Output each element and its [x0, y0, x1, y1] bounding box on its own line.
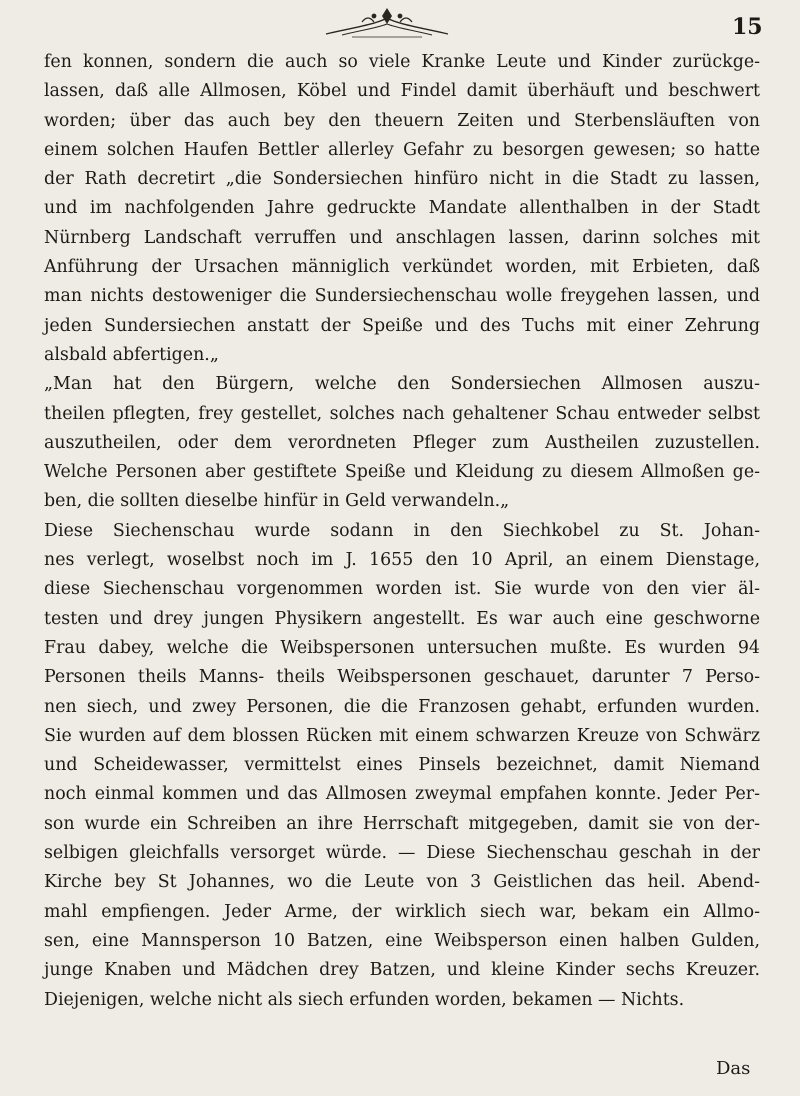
text-line: man nichts destoweniger die Sundersiechenschau wolle freygehen lassen, und: [44, 286, 760, 307]
text-line: Personen theils Manns- theils Weibspersonen geschauet, darunter 7 Perso-: [44, 667, 760, 688]
text-line: ben, die sollten dieselbe hinfür in Geld verwandeln.„: [44, 491, 510, 512]
text-line: jeden Sundersiechen anstatt der Speiße und des Tuchs mit einer Zehrung: [44, 315, 760, 336]
text-line: diese Siechenschau vorgenommen worden ist. Sie wurde von den vier äl-: [44, 579, 760, 600]
text-line: sen, eine Mannsperson 10 Batzen, eine Weibsperson einen halben Gulden,: [44, 930, 760, 951]
text-line: nen siech, und zwey Personen, die die Franzosen gehabt, erfunden wurden.: [44, 696, 760, 717]
text-line: junge Knaben und Mädchen drey Batzen, und kleine Kinder sechs Kreuzer.: [44, 960, 760, 981]
text-line: und Scheidewasser, vermittelst eines Pinsels bezeichnet, damit Niemand: [44, 755, 760, 776]
text-line: mahl empfiengen. Jeder Arme, der wirklich siech war, bekam ein Allmo-: [44, 901, 760, 922]
text-line: lassen, daß alle Allmosen, Köbel und Findel damit überhäuft und beschwert: [44, 81, 760, 102]
text-line: der Rath decretirt „die Sondersiechen hinfüro nicht in die Stadt zu lassen,: [44, 169, 760, 190]
text-line: Welche Personen aber gestiftete Speiße und Kleidung zu diesem Allmoßen ge-: [44, 462, 760, 483]
page-number: 15: [732, 14, 763, 40]
text-line: „Man hat den Bürgern, welche den Sondersiechen Allmosen auszu-: [44, 374, 760, 395]
text-line: und im nachfolgenden Jahre gedruckte Mandate allenthalben in der Stadt: [44, 198, 760, 219]
catchword: Das: [716, 1058, 751, 1079]
decorative-ornament-icon: [322, 4, 452, 40]
text-line: selbigen gleichfalls versorget würde. — Diese Siechenschau geschah in der: [44, 843, 760, 864]
body-text: [44, 48, 760, 1015]
text-line: Kirche bey St Johannes, wo die Leute von 3 Geistlichen das heil. Abend-: [44, 872, 760, 893]
text-line: Diese Siechenschau wurde sodann in den Siechkobel zu St. Johan-: [44, 520, 760, 541]
text-line: Anführung der Ursachen männiglich verkündet worden, mit Erbieten, daß: [44, 257, 760, 278]
text-line: testen und drey jungen Physikern angestellt. Es war auch eine geschworne: [44, 608, 760, 629]
text-line: nes verlegt, woselbst noch im J. 1655 den 10 April, an einem Dienstage,: [44, 550, 760, 571]
text-line: theilen pflegten, frey gestellet, solches nach gehaltener Schau entweder selbst: [44, 403, 760, 424]
text-line: Sie wurden auf dem blossen Rücken mit einem schwarzen Kreuze von Schwärz: [44, 725, 760, 746]
text-line: noch einmal kommen und das Allmosen zweymal empfahen konnte. Jeder Per-: [44, 784, 760, 805]
text-line: worden; über das auch bey den theuern Zeiten und Sterbensläuften von: [44, 110, 760, 131]
text-line: Nürnberg Landschaft verruffen und anschlagen lassen, darinn solches mit: [44, 227, 760, 248]
text-line: einem solchen Haufen Bettler allerley Gefahr zu besorgen gewesen; so hatte: [44, 139, 760, 160]
text-line: alsbald abfertigen.„: [44, 344, 219, 365]
text-line: Diejenigen, welche nicht als siech erfunden worden, bekamen — Nichts.: [44, 989, 685, 1010]
text-line: fen konnen, sondern die auch so viele Kranke Leute und Kinder zurückge-: [44, 52, 760, 72]
text-line: auszutheilen, oder dem verordneten Pfleger zum Austheilen zuzustellen.: [44, 432, 760, 453]
text-line: Frau dabey, welche die Weibspersonen untersuchen mußte. Es wurden 94: [44, 637, 760, 658]
text-line: son wurde ein Schreiben an ihre Herrschaft mitgegeben, damit sie von der-: [44, 813, 760, 834]
